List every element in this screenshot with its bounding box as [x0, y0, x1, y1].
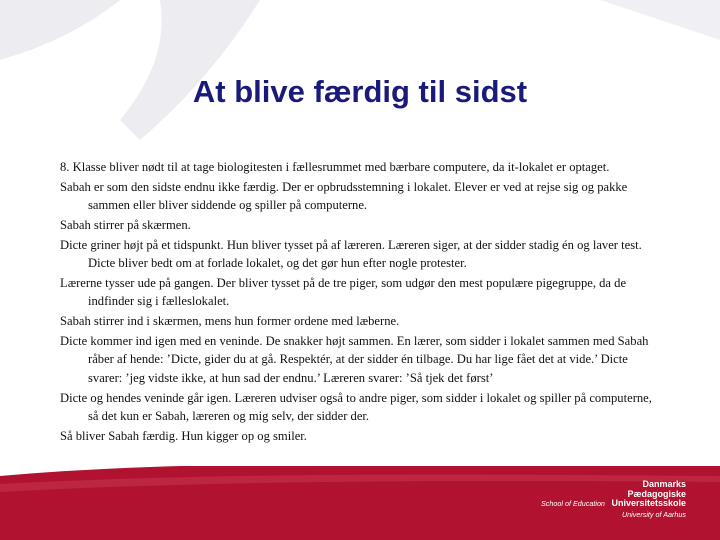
logo-line-4: University of Aarhus	[621, 509, 686, 519]
ribbon-shape-right	[600, 0, 720, 40]
paragraph: Dicte og hendes veninde går igen. Læreren udviser også to andre piger, som sidder i lokalet og spiller på computerne, så det kun er Sabah, læreren og mig selv, der sidder der.	[60, 390, 652, 424]
slide-body	[60, 158, 660, 447]
logo-school-of-education: School of Education	[541, 499, 605, 508]
paragraph: Dicte griner højt på et tidspunkt. Hun bliver tysset på af læreren. Læreren siger, at der sidder stadig én og laver test. Dicte bliver bedt om at forlade lokalet, og det gør hun efter nogle protester.	[60, 237, 642, 271]
logo-universitetsskole: Universitetsskole	[611, 498, 686, 508]
paragraph: Lærerne tysser ude på gangen. Der bliver tysset på de tre piger, som udgør den mest populære pigegruppe, da de indfinder sig i fælleslokalet.	[60, 276, 627, 309]
paragraph: Sabah stirrer på skærmen.	[60, 218, 191, 232]
university-logo	[541, 480, 686, 519]
logo-line-1: Danmarks	[642, 479, 686, 489]
logo-line-2: Pædagogiske	[627, 488, 686, 499]
paragraph: Dicte kommer ind igen med en veninde. De snakker højt sammen. En lærer, som sidder i lokalet sammen med Sabah råber af hende: ’Dicte, gider du at gå. Respektér, at der sidder én tilbage. Du har lige fået det at vide.’ Dicte svarer: ’jeg vidste ikke, at hun sad der endnu.’ Læreren svarer: ’Så tjek det først’	[60, 334, 649, 385]
ribbon-shape-top	[120, 0, 260, 140]
paragraph: Sabah er som den sidste endnu ikke færdig. Der er opbrudsstemning i lokalet. Elever er ved at rejse sig og pakke sammen eller bliver siddende og spiller på computerne.	[60, 179, 628, 213]
logo-line-3	[541, 499, 686, 509]
paragraph: Sabah stirrer ind i skærmen, mens hun former ordene med læberne.	[60, 314, 400, 329]
paragraph: Så bliver Sabah færdig. Hun kigger op og smiler.	[60, 428, 307, 443]
ribbon-shape-top-left	[0, 0, 120, 60]
paragraph: 8. Klasse bliver nødt til at tage biologitesten i fællesrummet med bærbare computere, da it-lokalet er optaget.	[60, 160, 610, 174]
slide-title: At blive færdig til sidst	[192, 74, 528, 109]
